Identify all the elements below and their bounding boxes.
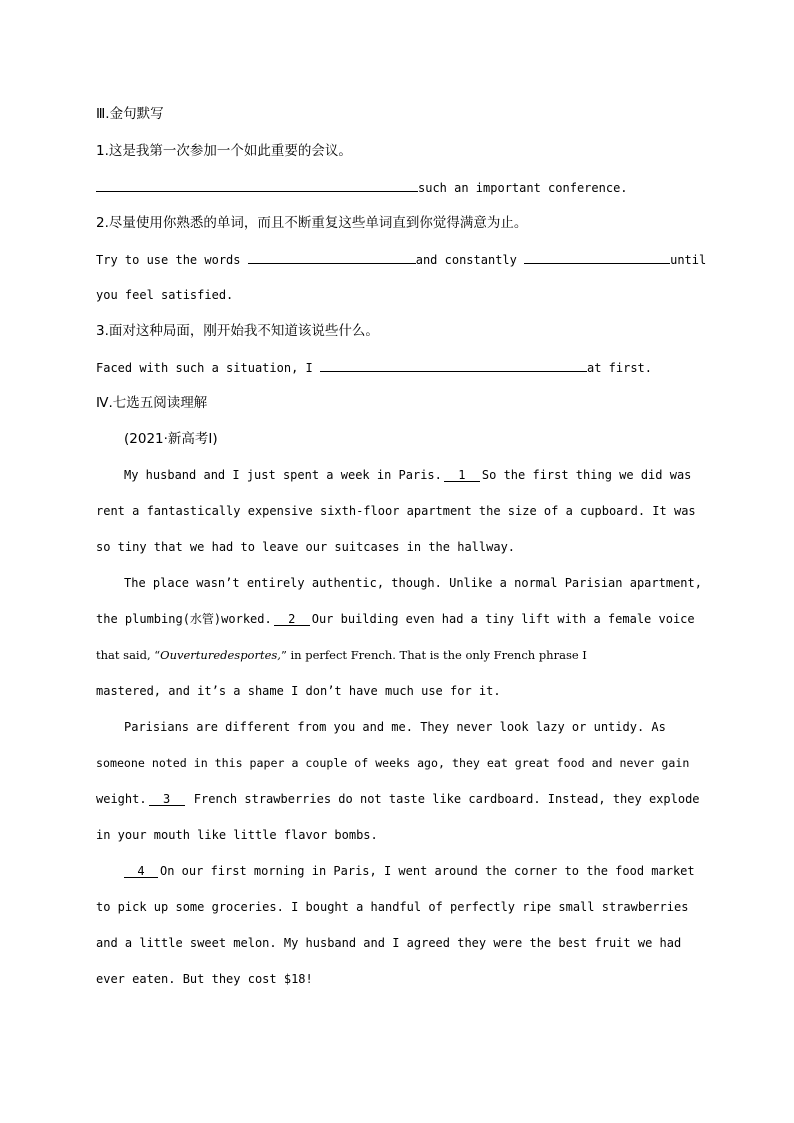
paragraph-4-line-4: ever eaten. But they cost $18! [96, 972, 313, 986]
passage-text: Our building even had a tiny lift with a female voice [311, 612, 695, 626]
passage-text: On our first morning in Paris, I went around the corner to the food market [160, 864, 695, 878]
passage-source: (2021·新高考Ⅰ) [124, 431, 218, 447]
question-3-prompt: 3.面对这种局面，刚开始我不知道该说些什么。 [96, 323, 379, 339]
question-2-answer-line [96, 251, 706, 268]
answer-text: at first. [586, 361, 652, 375]
passage-text: the plumbing(水管)worked. [96, 612, 272, 626]
answer-blank[interactable] [96, 179, 418, 192]
paragraph-1-line-1 [124, 467, 691, 483]
paragraph-3-line-1: Parisians are different from you and me. They never look lazy or untidy. As [124, 720, 666, 734]
paragraph-3-line-3 [96, 791, 700, 807]
passage-text: that said, “ [96, 648, 161, 662]
paragraph-4-line-1 [124, 863, 695, 879]
question-1-answer-line [96, 179, 628, 196]
paragraph-4-line-2: to pick up some groceries. I bought a handful of perfectly ripe small strawberries [96, 900, 689, 914]
passage-text: My husband and I just spent a week in Paris. [124, 468, 442, 482]
paragraph-4-line-3: and a little sweet melon. My husband and I agreed they were the best fruit we had [96, 936, 682, 950]
answer-text: Try to use the words [96, 253, 248, 267]
question-1-prompt: 1.这是我第一次参加一个如此重要的会议。 [96, 143, 352, 159]
question-3-answer-line [96, 359, 652, 376]
answer-blank[interactable] [320, 359, 587, 372]
passage-text: weight. [96, 792, 147, 806]
passage-text: So the first thing we did was [481, 468, 692, 482]
paragraph-2-line-3 [96, 647, 587, 663]
passage-text: ” in perfect French. That is the only French phrase I [280, 648, 587, 662]
blank-3[interactable]: 3 [149, 793, 185, 806]
passage-text: French strawberries do not taste like cardboard. Instead, they explode [186, 792, 700, 806]
blank-4[interactable]: 4 [124, 865, 158, 878]
paragraph-2-line-4: mastered, and it’s a shame I don’t have much use for it. [96, 684, 501, 698]
answer-blank[interactable] [248, 251, 416, 264]
answer-text: and constantly [415, 253, 525, 267]
paragraph-2-line-2 [96, 611, 695, 627]
paragraph-3-line-2: someone noted in this paper a couple of weeks ago, they eat great food and never gain [96, 756, 690, 770]
paragraph-1-line-3: so tiny that we had to leave our suitcases in the hallway. [96, 540, 516, 554]
answer-text: until [670, 253, 707, 267]
paragraph-1-line-2: rent a fantastically expensive sixth-floor apartment the size of a cupboard. It was [96, 504, 696, 518]
section-3-heading: Ⅲ.金句默写 [96, 106, 164, 122]
answer-blank[interactable] [524, 251, 670, 264]
paragraph-2-line-1: The place wasn’t entirely authentic, though. Unlike a normal Parisian apartment, [124, 576, 702, 590]
paragraph-3-line-4: in your mouth like little flavor bombs. [96, 828, 378, 842]
answer-text: Faced with such a situation, I [96, 361, 320, 375]
answer-tail-text: such an important conference. [418, 181, 628, 195]
french-phrase: Ouverturedesportes, [160, 648, 281, 662]
question-2-prompt: 2.尽量使用你熟悉的单词，而且不断重复这些单词直到你觉得满意为止。 [96, 215, 528, 231]
question-2-answer-line-2: you feel satisfied. [96, 288, 234, 302]
section-4-heading: Ⅳ.七选五阅读理解 [96, 395, 208, 411]
blank-2[interactable]: 2 [274, 613, 310, 626]
blank-1[interactable]: 1 [444, 469, 480, 482]
